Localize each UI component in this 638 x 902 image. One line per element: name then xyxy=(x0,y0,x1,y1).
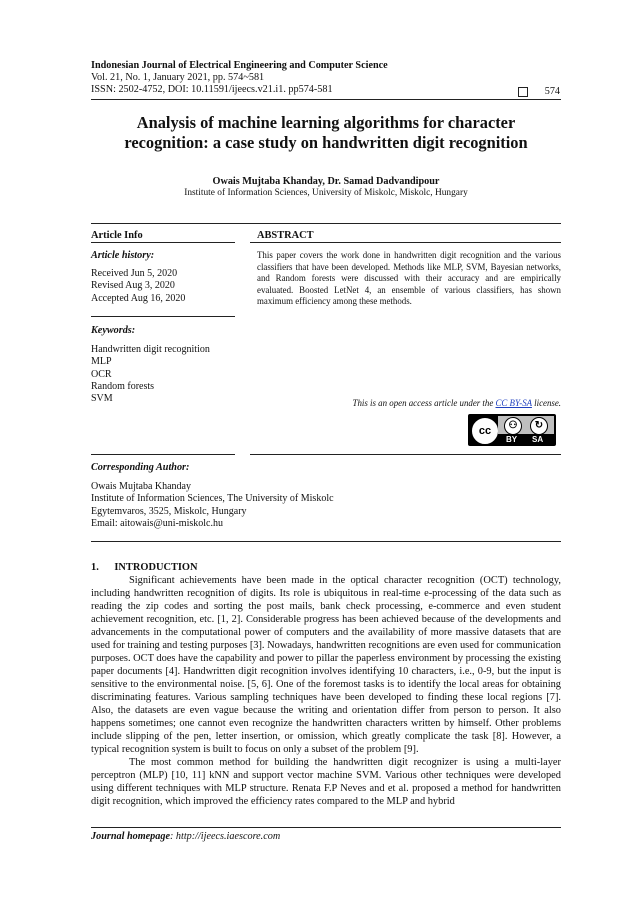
corresponding-heading: Corresponding Author: xyxy=(91,462,190,473)
page-number: 574 xyxy=(544,86,560,97)
license-statement: This is an open access article under the CC BY-SA license. xyxy=(352,398,561,408)
corresponding-details xyxy=(91,481,334,530)
abstract-text: This paper covers the work done in handwritten digit recognition and the various classifiers that have been developed. Methods like MLP, SVM, Bayesian networks, and Random forests were discussed with their accuracy and are empirically evaluated. Boosted LetNet 4, an ensemble of various classifiers, has shown maximum efficiency among these methods. xyxy=(257,250,561,307)
history-rule xyxy=(91,316,235,317)
history-accepted: Accepted Aug 16, 2020 xyxy=(91,292,186,304)
license-link[interactable]: CC BY-SA xyxy=(495,398,532,408)
share-alike-icon: ↻ xyxy=(530,417,548,435)
journal-issn: ISSN: 2502-4752, DOI: 10.11591/ijeecs.v21.i1. pp574-581 xyxy=(91,84,333,96)
keyword-item: Random forests xyxy=(91,380,155,392)
cc-by-label: BY xyxy=(506,435,518,444)
article-history-heading: Article history: xyxy=(91,250,155,261)
title-line-1: Analysis of machine learning algorithms for character xyxy=(136,113,516,132)
corresponding-name: Owais Mujtaba Khanday xyxy=(91,481,191,492)
paper-authors: Owais Mujtaba Khanday, Dr. Samad Dadvandipour xyxy=(212,176,440,187)
journal-volume: Vol. 21, No. 1, January 2021, pp. 574~581 xyxy=(91,72,265,84)
header-rule xyxy=(91,99,561,100)
cc-logo-icon: cc xyxy=(470,416,500,446)
cc-sa-label: SA xyxy=(532,435,544,444)
corresponding-email: Email: aitowais@uni-miskolc.hu xyxy=(91,517,223,529)
article-history-list xyxy=(91,268,185,305)
cc-by-sa-badge[interactable] xyxy=(468,414,556,446)
keywords-list xyxy=(91,344,210,405)
journal-name: Indonesian Journal of Electrical Engineering and Computer Science xyxy=(91,60,388,71)
keyword-item: MLP xyxy=(91,356,112,368)
intro-paragraph: Significant achievements have been made in the optical character recognition (OCT) technology, including handwritten recognition of digits. Its role is ubiquitous in real-time e-processing of the data such as reading the zip codes and sorting the post mails, bank check processing, e-commerce and even student achievement recognition, etc. [1, 2]. Considerable progress has been achieved because of the developments and advancements in the computational power of computers and the availability of more massive datasets that are used for training and testing purposes [3]. Nowadays, handwritten recognitions are even used for communication purposes. OCT does have the capability and power to pillar the paperless environment by processing the existing paper documents [4]. Handwritten digit recognition involves identifying 10 characters, i.e., 0-9, but the input is sensitive to the environmental noise. [5, 6]. One of the foremost tasks is to identify the local areas for obtaining discriminating features. Various sampling techniques have been developed to finding these local regions [7]. Also, the datasets are even vague because the writing and orientation differ from person to person. It also happens sometimes; one cannot even recognize the handwritten characters written by himself. Other problems include slipping of the pen, letter insertion, or omission, which greatly complicate the task [8]. However, a typical recognition system is built to focus on only a subset of the problem [9]. xyxy=(91,575,561,755)
introduction-heading: 1. INTRODUCTION xyxy=(91,562,198,573)
keyword-item: OCR xyxy=(91,368,112,380)
introduction-body xyxy=(91,574,561,808)
history-revised: Revised Aug 3, 2020 xyxy=(91,280,175,292)
info-bottom-rule xyxy=(91,541,561,542)
corresponding-institute: Institute of Information Sciences, The University of Miskolc xyxy=(91,493,334,505)
paper-title xyxy=(91,113,561,153)
article-info-rule xyxy=(91,242,235,243)
keyword-item: SVM xyxy=(91,393,113,405)
info-top-rule xyxy=(91,223,561,224)
abstract-heading: ABSTRACT xyxy=(257,230,314,241)
checkbox-square-icon xyxy=(518,87,528,97)
title-line-2: recognition: a case study on handwritten digit recognition xyxy=(124,133,528,152)
journal-header xyxy=(91,60,388,97)
history-received: Received Jun 5, 2020 xyxy=(91,268,178,279)
corresponding-address: Egytemvaros, 3525, Miskolc, Hungary xyxy=(91,505,247,517)
keywords-heading: Keywords: xyxy=(91,325,136,336)
intro-paragraph: The most common method for building the handwritten digit recognizer is using a multi-layer perceptron (MLP) [10, 11] kNN and support vector machine SVM. Various other techniques were developed using different techniques with MLP structure. Renata F.P Neves and et al. proposed a method for handwritten digit recognition, which improved the efficiency rates compared to the MLP and hybrid xyxy=(91,757,561,807)
abstract-rule xyxy=(250,242,561,243)
corresponding-rule-right xyxy=(250,454,561,455)
corresponding-rule-left xyxy=(91,454,235,455)
footer-rule xyxy=(91,827,561,828)
attribution-person-icon: ⚇ xyxy=(504,417,522,435)
paper-affiliation: Institute of Information Sciences, University of Miskolc, Miskolc, Hungary xyxy=(184,188,468,198)
article-info-heading: Article Info xyxy=(91,230,143,241)
keyword-item: Handwritten digit recognition xyxy=(91,344,210,355)
homepage-url[interactable]: : http://ijeecs.iaescore.com xyxy=(169,831,281,842)
journal-homepage: Journal homepage: http://ijeecs.iaescore.com xyxy=(91,831,281,842)
